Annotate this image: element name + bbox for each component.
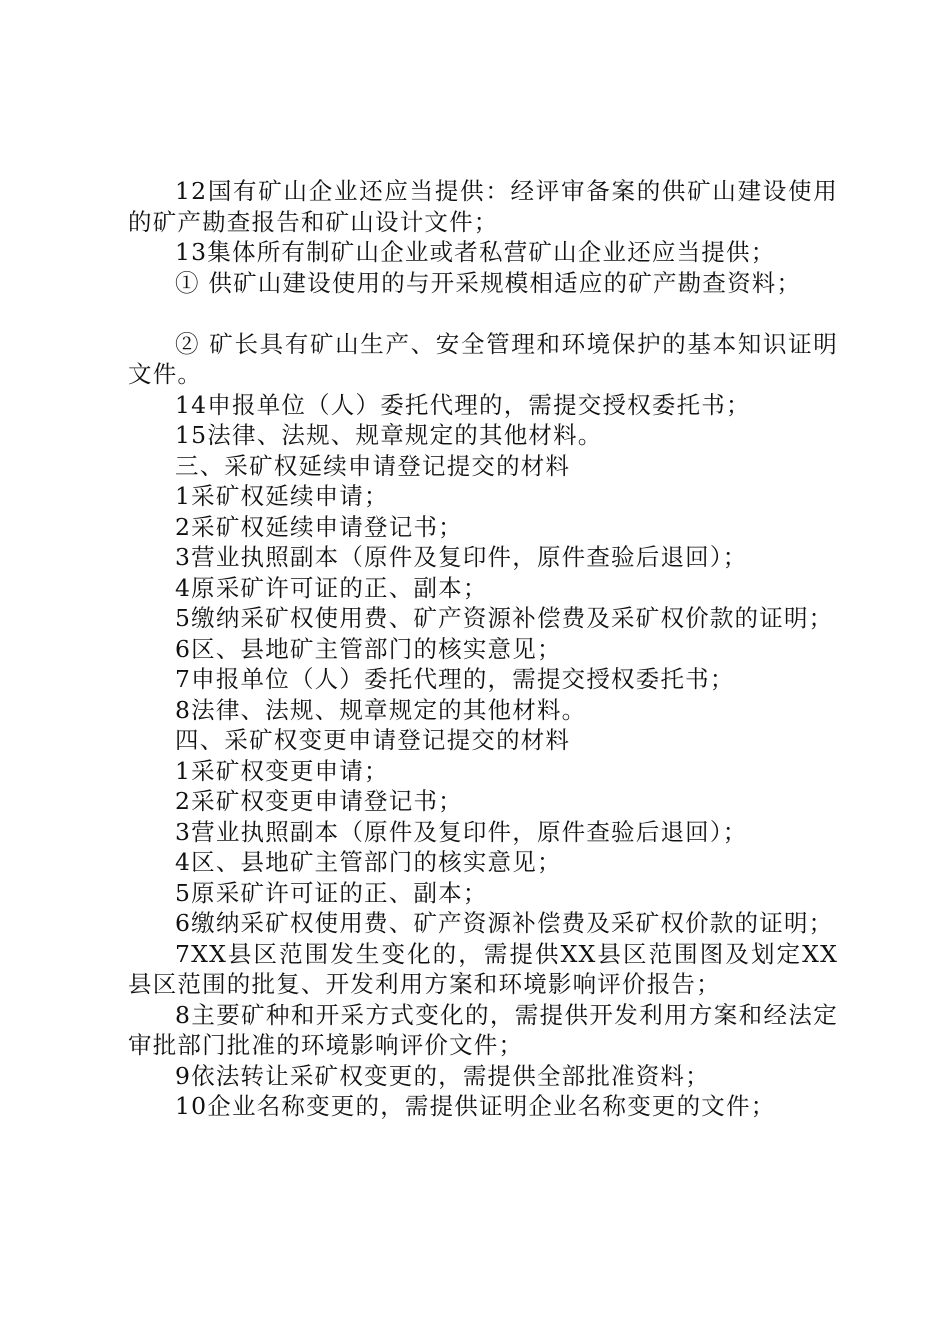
paragraph: 4原采矿许可证的正、副本； <box>175 573 488 602</box>
paragraph: 7申报单位（人）委托代理的，需提交授权委托书； <box>175 665 735 693</box>
document-body <box>128 176 838 1122</box>
paragraph: 5原采矿许可证的正、副本； <box>175 878 488 907</box>
paragraph: 1采矿权延续申请； <box>175 482 389 510</box>
section-heading: 三、采矿权延续申请登记提交的材料 <box>175 451 571 480</box>
paragraph: 3营业执照副本（原件及复印件，原件查验后退回）； <box>175 817 748 846</box>
paragraph: 1采矿权变更申请； <box>175 756 389 785</box>
paragraph: 13集体所有制矿山企业或者私营矿山企业还应当提供； <box>175 238 776 266</box>
section-heading: 四、采矿权变更申请登记提交的材料 <box>175 726 571 754</box>
paragraph: 12国有矿山企业还应当提供：经评审备案的供矿山建设使用的矿产勘查报告和矿山设计文件； <box>128 177 838 236</box>
paragraph: 15法律、法规、规章规定的其他材料。 <box>175 421 603 449</box>
paragraph: 6区、县地矿主管部门的核实意见； <box>175 634 562 663</box>
paragraph: 3营业执照副本（原件及复印件，原件查验后退回）； <box>175 543 748 571</box>
paragraph: 7XX县区范围发生变化的，需提供XX县区范围图及划定XX县区范围的批复、开发利用方案和环境影响评价报告； <box>128 939 838 998</box>
paragraph: 14申报单位（人）委托代理的，需提交授权委托书； <box>175 390 751 419</box>
paragraph: 9依法转让采矿权变更的，需提供全部批准资料； <box>175 1061 710 1090</box>
paragraph: 6缴纳采矿权使用费、矿产资源补偿费及采矿权价款的证明； <box>175 909 834 937</box>
paragraph: 10企业名称变更的，需提供证明企业名称变更的文件； <box>175 1092 776 1120</box>
paragraph: 5缴纳采矿权使用费、矿产资源补偿费及采矿权价款的证明； <box>175 604 834 632</box>
paragraph: 4区、县地矿主管部门的核实意见； <box>175 848 562 876</box>
paragraph: 8法律、法规、规章规定的其他材料。 <box>175 695 587 724</box>
paragraph: 2采矿权延续申请登记书； <box>175 512 463 541</box>
paragraph: 8主要矿种和开采方式变化的，需提供开发利用方案和经法定审批部门批准的环境影响评价文件； <box>128 1000 838 1059</box>
paragraph: 2采矿权变更申请登记书； <box>175 787 463 815</box>
paragraph: ② 矿长具有矿山生产、安全管理和环境保护的基本知识证明文件。 <box>128 329 838 388</box>
paragraph: ① 供矿山建设使用的与开采规模相适应的矿产勘查资料； <box>175 268 802 297</box>
